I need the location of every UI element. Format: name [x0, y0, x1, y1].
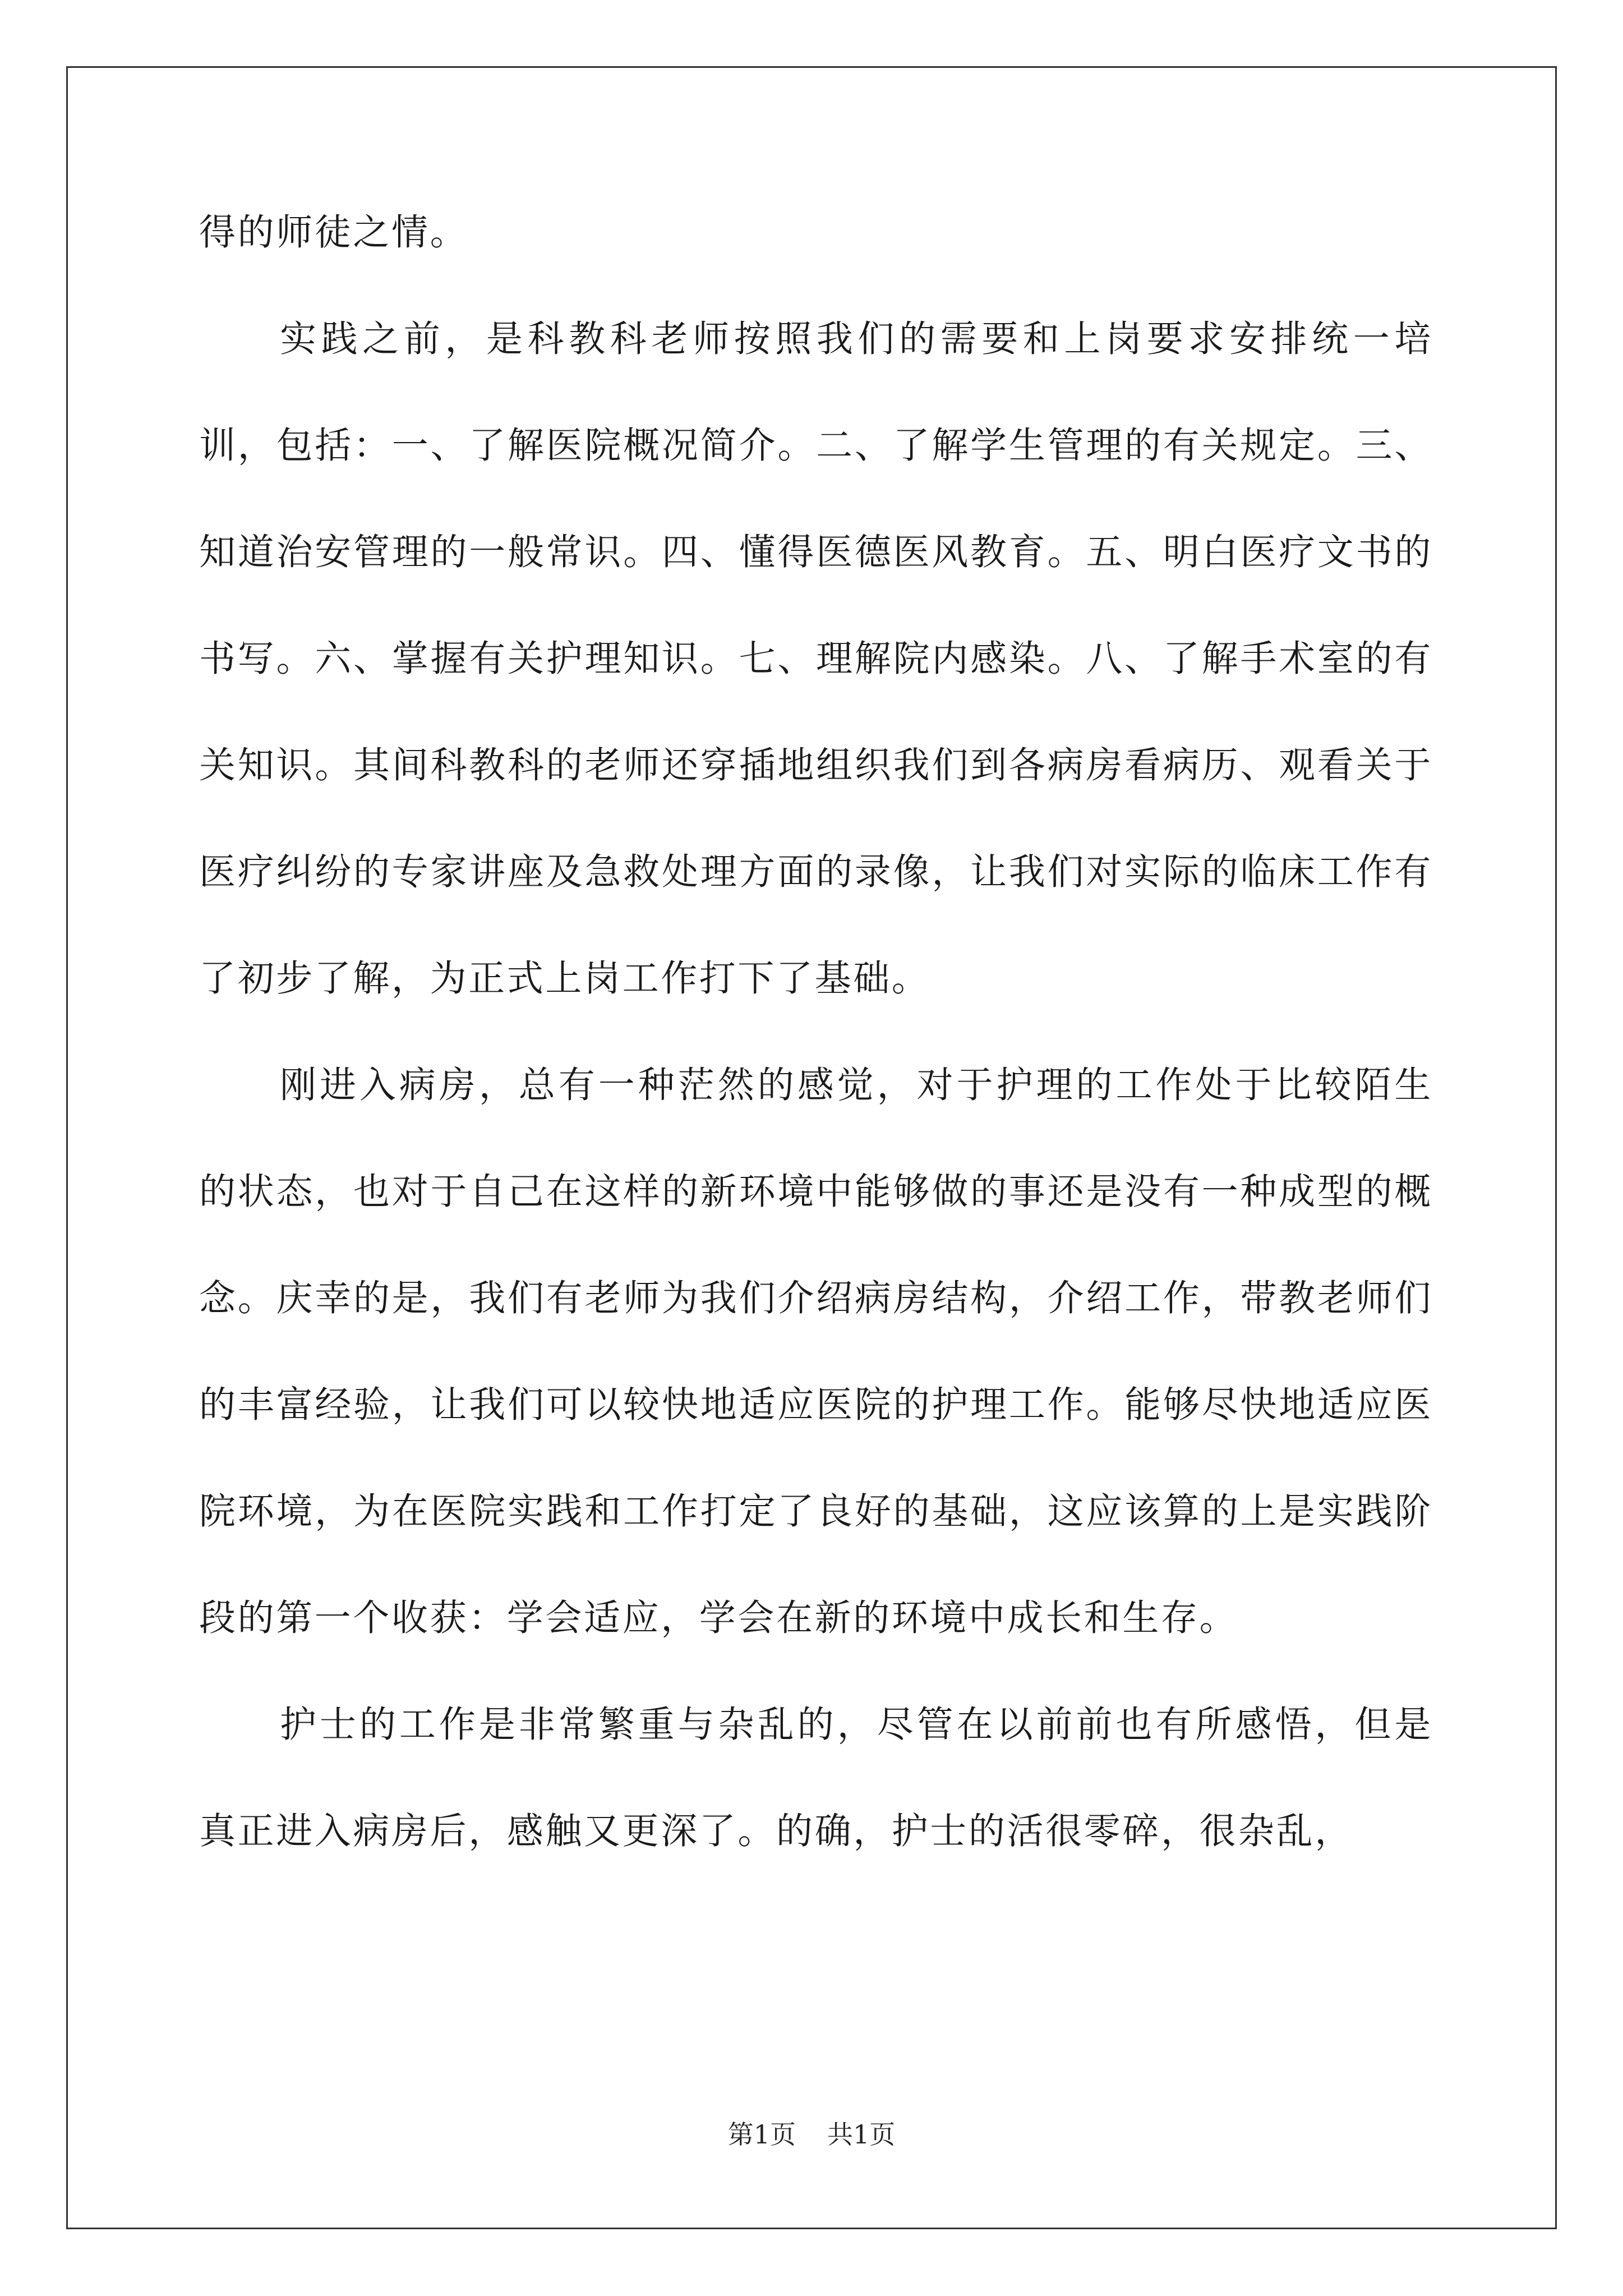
page-number-total: 共1页 [827, 2119, 896, 2150]
paragraph-1: 得的师徒之情。 [199, 211, 469, 254]
page-footer [0, 2119, 1623, 2150]
paragraph-4: 护士的工作是非常繁重与杂乱的，尽管在以前前也有所感悟，但是真正进入病房后，感触又更深了。的确，护士的活很零碎，很杂乱， [199, 1704, 1433, 1852]
document-body [199, 180, 1433, 1885]
paragraph-2: 实践之前，是科教科老师按照我们的需要和上岗要求安排统一培训，包括：一、了解医院概况简介。二、了解学生管理的有关规定。三、知道治安管理的一般常识。四、懂得医德医风教育。五、明白医疗文书的书写。六、掌握有关护理知识。七、理解院内感染。八、了解手术室的有关知识。其间科教科的老师还穿插地组织我们到各病房看病历、观看关于医疗纠纷的专家讲座及急救处理方面的录像，让我们对实际的临床工作有了初步了解，为正式上岗工作打下了基础。 [199, 318, 1433, 1000]
paragraph-3: 刚进入病房，总有一种茫然的感觉，对于护理的工作处于比较陌生的状态，也对于自己在这样的新环境中能够做的事还是没有一种成型的概念。庆幸的是，我们有老师为我们介绍病房结构，介绍工作，带教老师们的丰富经验，让我们可以较快地适应医院的护理工作。能够尽快地适应医院环境，为在医院实践和工作打定了良好的基础，这应该算的上是实践阶段的第一个收获：学会适应，学会在新的环境中成长和生存。 [199, 1064, 1433, 1639]
page-number-current: 第1页 [727, 2119, 796, 2150]
